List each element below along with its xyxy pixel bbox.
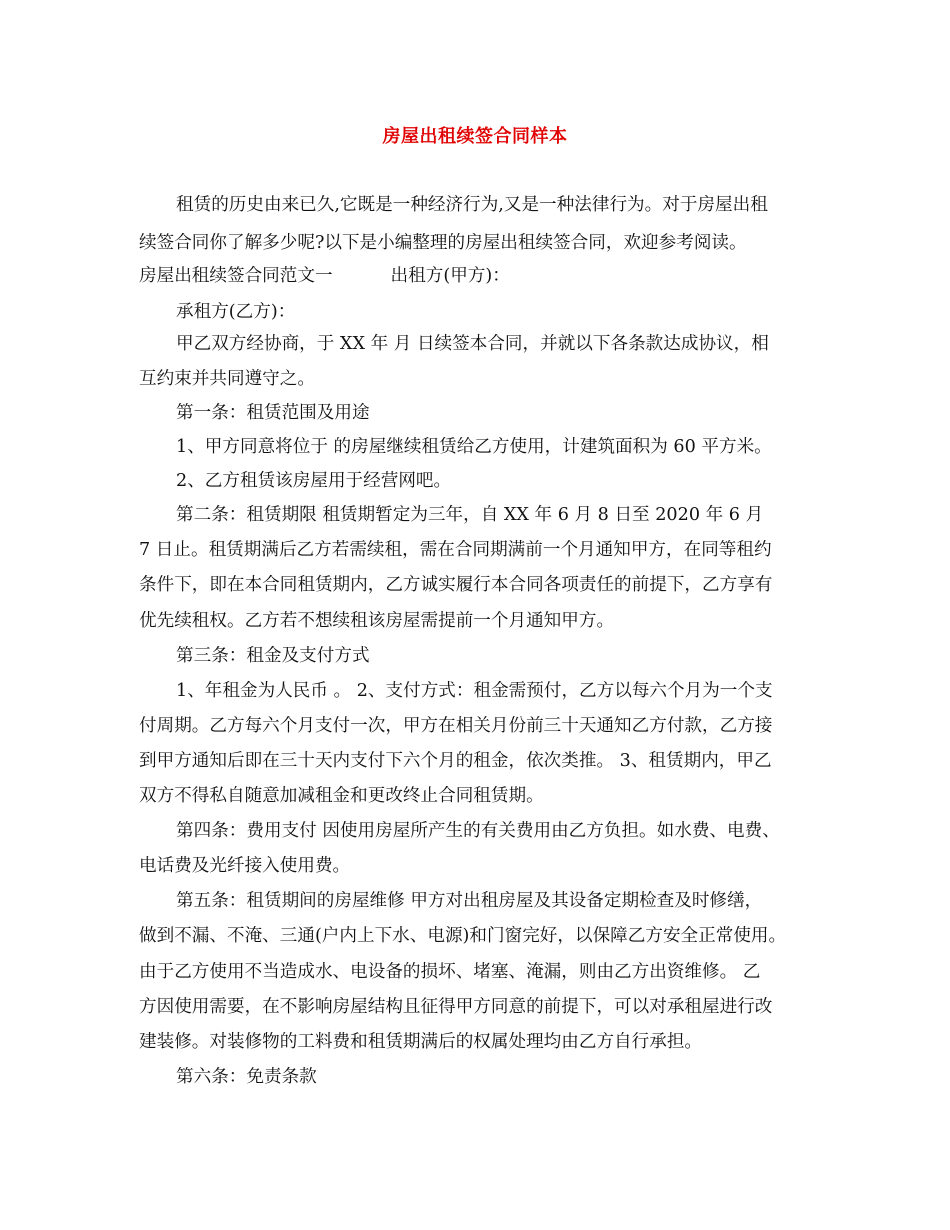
paragraph-line: 续签合同你了解多少呢?以下是小编整理的房屋出租续签合同，欢迎参考阅读。 (139, 233, 747, 253)
paragraph-line: 第二条：租赁期限 租赁期暂定为三年，自 XX 年 6 月 8 日至 2020 年 6 月 (176, 505, 764, 525)
paragraph-line: 1、年租金为人民币 。 2、支付方式：租金需预付，乙方以每六个月为一个支 (176, 681, 773, 701)
lessor-label: 出租方(甲方)： (390, 266, 510, 286)
paragraph-line: 互约束并共同遵守之。 (139, 369, 315, 389)
paragraph-line: 优先续租权。乙方若不想续租该房屋需提前一个月通知甲方。 (139, 611, 615, 631)
paragraph-line: 7 日止。租赁期满后乙方若需续租，需在合同期满前一个月通知甲方，在同等租约 (139, 540, 772, 560)
paragraph-line: 到甲方通知后即在三十天内支付下六个月的租金，依次类推。 3、租赁期内，甲乙 (139, 751, 772, 771)
sample-heading: 房屋出租续签合同范文一 (139, 266, 333, 286)
lessee-label: 承租方(乙方)： (176, 302, 296, 322)
paragraph-line: 第五条：租赁期间的房屋维修 甲方对出租房屋及其设备定期检查及时修缮， (176, 891, 763, 911)
paragraph-line: 第四条：费用支付 因使用房屋所产生的有关费用由乙方负担。如水费、电费、 (176, 821, 780, 841)
paragraph-line: 付周期。乙方每六个月支付一次，甲方在相关月份前三十天通知乙方付款，乙方接 (139, 716, 773, 736)
paragraph-line: 方因使用需要，在不影响房屋结构且征得甲方同意的前提下，可以对承租屋进行改 (139, 997, 773, 1017)
paragraph-line: 2、乙方租赁该房屋用于经营网吧。 (176, 471, 452, 491)
paragraph-line: 甲乙双方经协商，于 XX 年 月 日续签本合同，并就以下各条款达成协议，相 (176, 334, 769, 354)
paragraph-line: 电话费及光纤接入使用费。 (139, 856, 351, 876)
paragraph-line (139, 265, 510, 287)
section-heading: 第三条：租金及支付方式 (176, 646, 370, 666)
paragraph-line: 做到不漏、不淹、三通(户内上下水、电源)和门窗完好，以保障乙方安全正常使用。 (139, 926, 787, 946)
document-title: 房屋出租续签合同样本 (382, 126, 568, 147)
paragraph-line: 双方不得私自随意加减租金和更改终止合同租赁期。 (139, 786, 544, 806)
paragraph-line: 1、甲方同意将位于 的房屋继续租赁给乙方使用，计建筑面积为 60 平方米。 (176, 437, 772, 457)
section-heading: 第六条：免责条款 (176, 1067, 317, 1087)
paragraph-line: 条件下，即在本合同租赁期内，乙方诚实履行本合同各项责任的前提下，乙方享有 (139, 575, 773, 595)
paragraph-line: 由于乙方使用不当造成水、电设备的损坏、堵塞、淹漏，则由乙方出资维修。 乙 (139, 962, 761, 982)
paragraph-line: 建装修。对装修物的工料费和租赁期满后的权属处理均由乙方自行承担。 (139, 1032, 703, 1052)
section-heading: 第一条：租赁范围及用途 (176, 403, 370, 423)
paragraph-line: 租赁的历史由来已久,它既是一种经济行为,又是一种法律行为。对于房屋出租 (176, 195, 768, 215)
